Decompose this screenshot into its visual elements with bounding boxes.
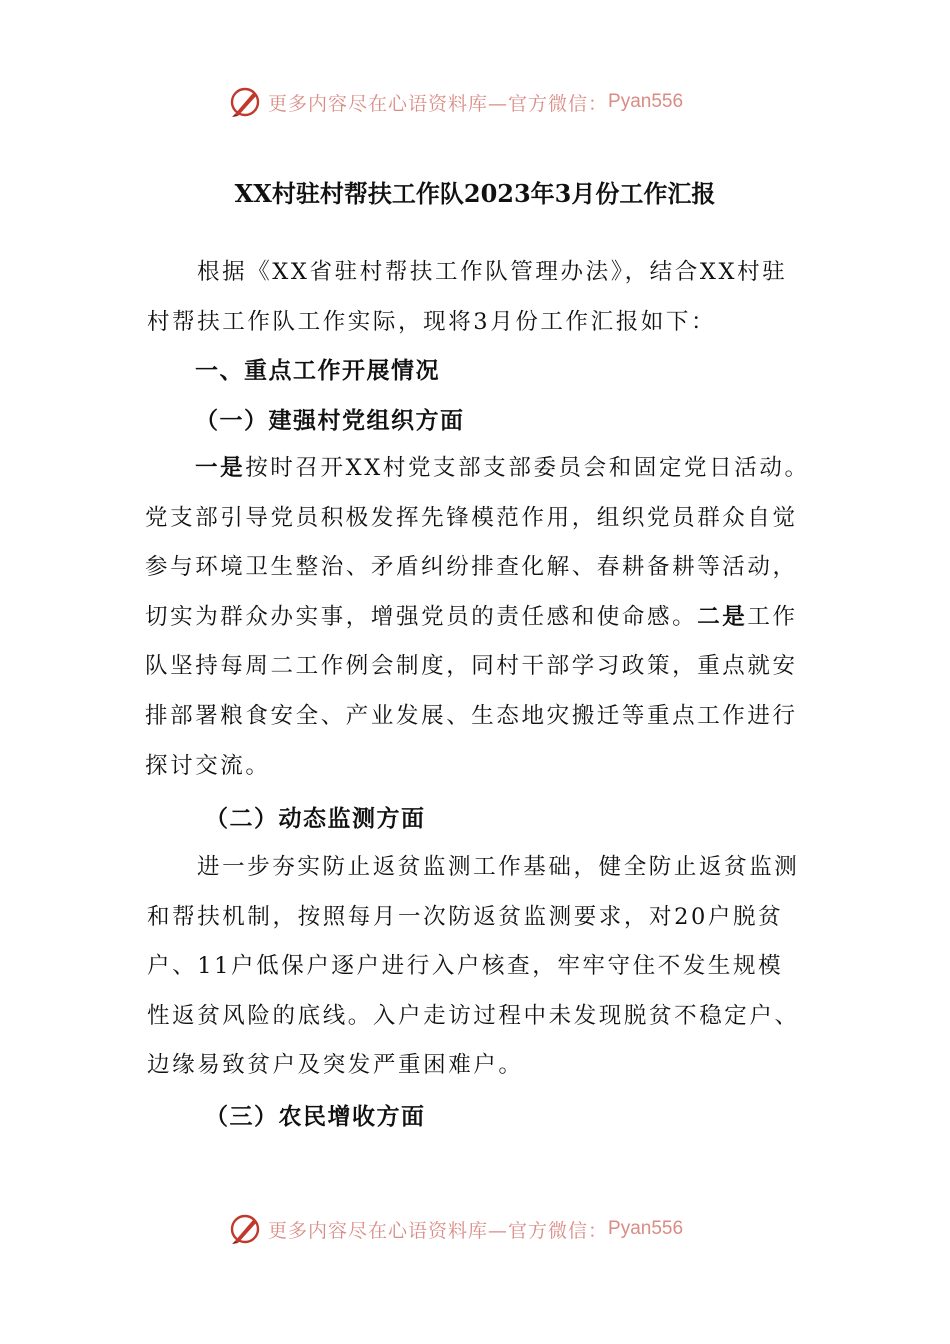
watermark-wechat-id: Pyan556 xyxy=(608,91,684,112)
pen-logo-icon xyxy=(228,85,262,119)
watermark-header xyxy=(228,84,683,120)
subsection-heading-monitoring: （二）动态监测方面 xyxy=(205,805,426,832)
party-organization-paragraph: 一是按时召开XX村党支部支部委员会和固定党日活动。党支部引导党员积极发挥先锋模范作用，组织党员群众自觉参与环境卫生整治、矛盾纠纷排查化解、春耕备耕等活动，切实为群众办实事，增强党员的责任感和使命感。二是工作队坚持每周二工作例会制度，同村干部学习政策，重点就安排部署粮食安全、产业发展、生态地灾搬迁等重点工作进行探讨交流。 xyxy=(145,455,810,779)
watermark-text: 更多内容尽在心语资料库—官方微信： xyxy=(268,1219,609,1242)
document-title: XX村驻村帮扶工作队2023年3月份工作汇报 xyxy=(234,179,716,208)
watermark-wechat-id: Pyan556 xyxy=(608,1218,684,1239)
subsection-heading-income: （三）农民增收方面 xyxy=(205,1103,426,1130)
watermark-text: 更多内容尽在心语资料库—官方微信： xyxy=(268,92,609,115)
subsection-heading-party: （一）建强村党组织方面 xyxy=(195,407,465,434)
item-label-first: 一是 xyxy=(195,455,246,481)
section-heading: 一、重点工作开展情况 xyxy=(195,357,440,384)
monitoring-paragraph: 进一步夯实防止返贫监测工作基础，健全防止返贫监测和帮扶机制，按照每月一次防返贫监测要求，对20户脱贫户、11户低保户逐户进行入户核查，牢牢守住不发生规模性返贫风险的底线。入户走访过程中未发现脱贫不稳定户、边缘易致贫户及突发严重困难户。 xyxy=(147,854,800,1079)
pen-logo-icon xyxy=(228,1212,262,1246)
intro-paragraph: 根据《XX省驻村帮扶工作队管理办法》，结合XX村驻村帮扶工作队工作实际，现将3月份工作汇报如下： xyxy=(147,259,788,335)
watermark-footer xyxy=(228,1211,683,1247)
item-label-second: 二是 xyxy=(697,603,748,630)
